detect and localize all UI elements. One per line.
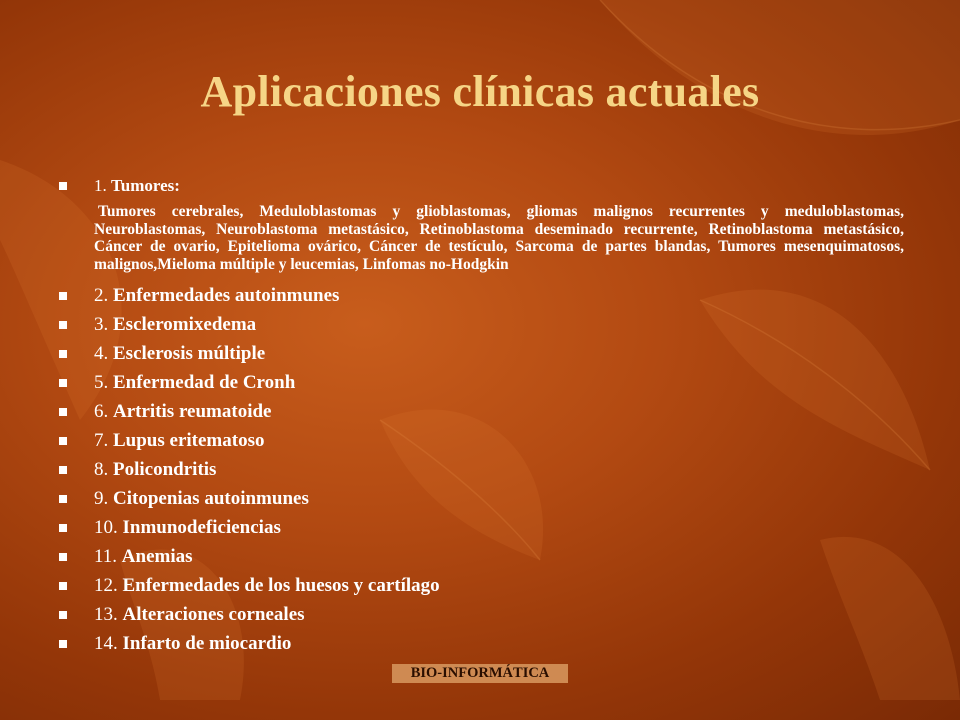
bullet-square-icon xyxy=(59,182,67,190)
footer-label: BIO-INFORMÁTICA xyxy=(392,664,568,683)
list-item xyxy=(58,571,904,600)
list-item xyxy=(58,600,904,629)
item-number: 13. xyxy=(94,604,118,625)
item-label: Esclerosis múltiple xyxy=(113,343,266,364)
item-label: Inmunodeficiencias xyxy=(122,517,281,538)
bullet-list xyxy=(58,172,904,658)
item-number: 7. xyxy=(94,430,109,451)
item-label: Tumores: xyxy=(111,176,180,195)
list-item xyxy=(58,513,904,542)
list-item xyxy=(58,310,904,339)
list-item xyxy=(58,629,904,658)
bullet-square-icon xyxy=(59,524,67,532)
item-number: 3. xyxy=(94,314,109,335)
item-label: Escleromixedema xyxy=(113,314,257,335)
slide-title: Aplicaciones clínicas actuales xyxy=(200,67,760,116)
item-number: 6. xyxy=(94,401,109,422)
bullet-square-icon xyxy=(59,292,67,300)
item-label: Enfermedades de los huesos y cartílago xyxy=(122,575,440,596)
item-number: 11. xyxy=(94,546,118,567)
bullet-square-icon xyxy=(59,553,67,561)
item-label: Policondritis xyxy=(113,459,217,480)
list-item xyxy=(58,368,904,397)
item-number: 8. xyxy=(94,459,109,480)
item-label: Alteraciones corneales xyxy=(122,604,305,625)
item-number: 9. xyxy=(94,488,109,509)
item-number: 14. xyxy=(94,633,118,654)
list-item xyxy=(58,484,904,513)
bullet-square-icon xyxy=(59,437,67,445)
bullet-square-icon xyxy=(59,408,67,416)
item-number: 2. xyxy=(94,285,109,306)
bullet-square-icon xyxy=(59,495,67,503)
item-list xyxy=(58,281,904,658)
bullet-square-icon xyxy=(59,640,67,648)
item-label: Enfermedades autoinmunes xyxy=(113,285,340,306)
item-label: Anemias xyxy=(121,546,193,567)
list-item xyxy=(58,397,904,426)
item-label: Enfermedad de Cronh xyxy=(113,372,296,393)
item-label: Artritis reumatoide xyxy=(113,401,272,422)
bullet-square-icon xyxy=(59,350,67,358)
bullet-square-icon xyxy=(59,582,67,590)
item-number: 4. xyxy=(94,343,109,364)
bullet-square-icon xyxy=(59,321,67,329)
item-label: Citopenias autoinmunes xyxy=(113,488,309,509)
list-item xyxy=(58,455,904,484)
list-item xyxy=(58,542,904,571)
item-number: 12. xyxy=(94,575,118,596)
list-item xyxy=(58,339,904,368)
list-item xyxy=(58,426,904,455)
bullet-square-icon xyxy=(59,379,67,387)
list-item xyxy=(58,281,904,310)
item-number: 5. xyxy=(94,372,109,393)
item-label: Lupus eritematoso xyxy=(113,430,265,451)
bullet-square-icon xyxy=(59,611,67,619)
bullet-square-icon xyxy=(59,466,67,474)
item-label: Infarto de miocardio xyxy=(122,633,292,654)
item-number: 10. xyxy=(94,517,118,538)
list-item-tumores xyxy=(58,172,904,199)
tumores-description: Tumores cerebrales, Meduloblastomas y glioblastomas, gliomas malignos recurrentes y meduloblastomas, Neuroblastomas, Neuroblastoma metastásico, Retinoblastoma deseminado recurrente, Retinoblastoma metastásico, Cáncer de ovario, Epitelioma ovárico, Cáncer de testículo, Sarcoma de partes blandas, Tumores mesenquimatosos, malignos,Mieloma múltiple y leucemias, Linfomas no-Hodgkin xyxy=(94,203,904,273)
item-number: 1. xyxy=(94,176,107,195)
